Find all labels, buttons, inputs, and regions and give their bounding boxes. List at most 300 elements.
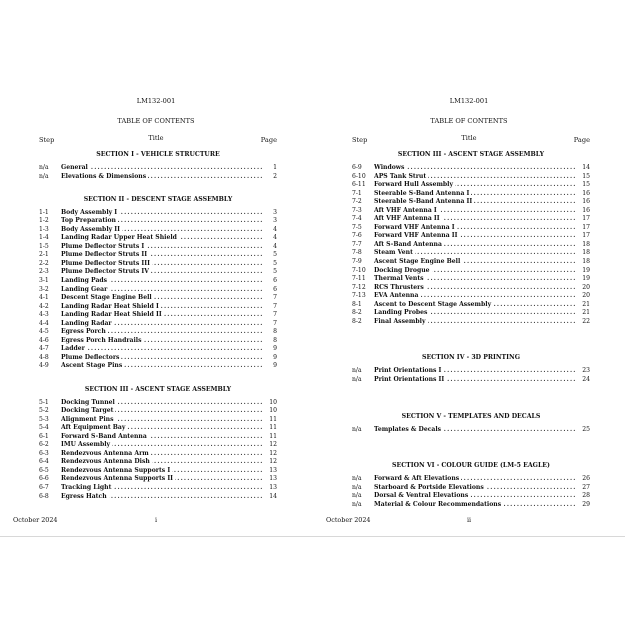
entry-label-text: General xyxy=(61,164,88,171)
entry-page: 19 xyxy=(582,275,590,283)
entry-step: n/a xyxy=(352,375,362,383)
section-title: SECTION II - DESCENT STAGE ASSEMBLY xyxy=(83,195,233,203)
footer-page-number: i xyxy=(154,516,158,524)
entry-step: 3-1 xyxy=(39,276,49,284)
entry-label-text: Forward VHF Antenna I xyxy=(374,223,455,231)
toc-section xyxy=(352,412,590,435)
entry-label xyxy=(61,328,263,337)
header-title: Title xyxy=(148,134,164,142)
entry-page: 22 xyxy=(582,317,590,325)
entry-label-text: Landing Radar Heat Shield I xyxy=(61,302,159,310)
entry-label xyxy=(61,209,263,218)
entry-label xyxy=(374,318,576,327)
entry-label-text: EVA Antenna xyxy=(374,292,419,300)
section-title: SECTION III - ASCENT STAGE ASSEMBLY xyxy=(397,151,545,158)
entry-step: 6-8 xyxy=(39,492,49,500)
toc-entry[interactable] xyxy=(39,217,277,226)
doc-id: LM132-001 xyxy=(449,97,489,105)
toc-entry[interactable] xyxy=(352,492,590,501)
entry-label xyxy=(374,190,576,199)
toc-entry[interactable] xyxy=(39,328,277,337)
toc-entry[interactable] xyxy=(39,337,277,346)
toc-entry[interactable] xyxy=(39,416,277,425)
entry-page: 4 xyxy=(273,225,277,233)
toc-entry[interactable] xyxy=(39,268,277,277)
entry-label xyxy=(61,450,263,459)
entry-page: 13 xyxy=(269,475,277,483)
entry-label-text: Landing Radar Heat Shield II xyxy=(61,311,162,319)
entry-label-text: Egress Hatch xyxy=(61,492,107,500)
entry-page: 7 xyxy=(273,302,277,310)
entry-label-text: Descent Stage Engine Bell xyxy=(61,294,152,302)
toc-entry[interactable] xyxy=(352,241,590,250)
entry-page: 12 xyxy=(269,441,277,449)
entry-page: 13 xyxy=(269,466,277,474)
header-title: Title xyxy=(461,134,477,142)
entry-label-text: Body Assembly II xyxy=(61,225,120,233)
entry-step: 4-5 xyxy=(39,328,49,336)
toc-entry[interactable] xyxy=(352,376,590,385)
entry-step: 5-1 xyxy=(39,398,49,406)
toc-entry[interactable] xyxy=(352,284,590,293)
entry-label-text: Plume Deflector Struts I xyxy=(61,242,145,250)
entry-label xyxy=(61,441,263,450)
entry-label xyxy=(374,292,576,301)
entry-step: 1-3 xyxy=(39,225,49,233)
entry-label xyxy=(61,234,263,243)
entry-label xyxy=(374,376,576,385)
entry-page: 20 xyxy=(582,292,590,300)
toc-entry[interactable] xyxy=(352,318,590,327)
entry-page: 2 xyxy=(273,172,277,180)
entry-label xyxy=(61,311,263,320)
toc-entry[interactable] xyxy=(39,484,277,493)
entry-label-text: Ascent to Descent Stage Assembly xyxy=(374,300,492,308)
entry-page: 28 xyxy=(582,492,590,500)
entry-step: 6-2 xyxy=(39,441,49,449)
toc-entry[interactable] xyxy=(39,493,277,502)
entry-label xyxy=(374,309,576,318)
toc-entry[interactable] xyxy=(39,458,277,467)
entry-page: 16 xyxy=(582,189,590,197)
entry-label-text: Forward & Aft Elevations xyxy=(374,475,460,483)
entry-label xyxy=(61,399,263,408)
entry-page: 9 xyxy=(273,345,277,353)
entry-label xyxy=(374,215,576,224)
entry-label xyxy=(374,301,576,310)
toc-entry[interactable] xyxy=(352,198,590,207)
entry-page: 11 xyxy=(269,432,277,440)
entry-label-text: Aft VHF Antenna I xyxy=(374,206,437,214)
entry-step: n/a xyxy=(39,164,49,171)
entry-label-text: Windows xyxy=(374,164,405,171)
entry-label xyxy=(374,267,576,276)
entry-label-text: Egress Porch xyxy=(61,328,106,336)
entry-step: 4-3 xyxy=(39,311,49,319)
toc-entry[interactable] xyxy=(39,209,277,218)
toc-entry[interactable] xyxy=(352,173,590,182)
entry-step: 1-4 xyxy=(39,234,49,242)
entry-step: 7-2 xyxy=(352,198,362,206)
toc-entry[interactable] xyxy=(39,294,277,303)
entry-page: 12 xyxy=(269,449,277,457)
entry-label xyxy=(61,337,263,346)
toc-section xyxy=(39,385,277,502)
entry-label-text: IMU Assembly xyxy=(61,441,111,449)
toc-entry[interactable] xyxy=(352,475,590,484)
entry-page: 26 xyxy=(582,475,590,483)
toc-entry[interactable] xyxy=(352,164,590,173)
toc-entry[interactable] xyxy=(39,286,277,295)
toc-entry[interactable] xyxy=(352,426,590,435)
entry-label xyxy=(61,320,263,329)
toc-entry[interactable] xyxy=(352,309,590,318)
entry-label xyxy=(374,198,576,207)
entry-step: n/a xyxy=(352,425,362,433)
toc-section xyxy=(352,353,590,384)
entry-step: n/a xyxy=(352,483,362,491)
entry-label xyxy=(61,354,263,363)
toc-entry[interactable] xyxy=(39,467,277,476)
entry-page: 6 xyxy=(273,285,277,293)
entry-step: 7-10 xyxy=(352,266,366,274)
toc-entry[interactable] xyxy=(39,243,277,252)
entry-step: 7-9 xyxy=(352,258,362,266)
entry-page: 20 xyxy=(582,283,590,291)
entry-page: 6 xyxy=(273,276,277,284)
entry-label xyxy=(61,424,263,433)
section-title: SECTION IV - 3D PRINTING xyxy=(422,354,520,362)
entry-label-text: Starboard & Portside Elevations xyxy=(374,483,484,491)
entry-page: 9 xyxy=(273,353,277,361)
entry-label xyxy=(61,226,263,235)
entry-page: 17 xyxy=(582,232,590,240)
toc-entry[interactable] xyxy=(352,215,590,224)
entry-label xyxy=(374,241,576,250)
toc-entry[interactable] xyxy=(39,433,277,442)
entry-step: 6-11 xyxy=(352,181,366,189)
entry-step: 6-1 xyxy=(39,432,49,440)
entry-page: 7 xyxy=(273,294,277,302)
entry-label-text: Rendezvous Antenna Supports I xyxy=(61,466,171,474)
entry-label xyxy=(61,362,263,371)
entry-label-text: Plume Deflector Struts III xyxy=(61,259,150,267)
entry-label-text: Tracking Light xyxy=(61,484,112,492)
entry-label-text: Alignment Pins xyxy=(61,415,114,423)
entry-label-text: Docking Target xyxy=(61,407,114,415)
entry-label xyxy=(374,232,576,241)
entry-page: 21 xyxy=(582,300,590,308)
toc-entry[interactable] xyxy=(39,311,277,320)
entry-step: 6-5 xyxy=(39,466,49,474)
footer-page-number: ii xyxy=(466,516,472,524)
entry-label xyxy=(374,173,576,182)
toc-entry[interactable] xyxy=(352,501,590,510)
entry-step: n/a xyxy=(352,492,362,500)
entry-step: 4-8 xyxy=(39,353,49,361)
toc-entry[interactable] xyxy=(352,181,590,190)
toc-entry[interactable] xyxy=(39,407,277,416)
entry-step: 1-1 xyxy=(39,208,49,216)
entry-label xyxy=(61,416,263,425)
entry-page: 8 xyxy=(273,328,277,336)
entry-label-text: Ladder xyxy=(61,345,85,353)
entry-label xyxy=(61,260,263,269)
entry-step: 6-3 xyxy=(39,449,49,457)
entry-page: 15 xyxy=(582,181,590,189)
entry-label-text: Aft Equipment Bay xyxy=(61,424,126,432)
section-title: SECTION V - TEMPLATES AND DECALS xyxy=(401,412,541,420)
entry-step: 2-1 xyxy=(39,251,49,259)
entry-label xyxy=(61,251,263,260)
entry-label xyxy=(374,181,576,190)
entry-page: 17 xyxy=(582,223,590,231)
entry-label-text: Ascent Stage Pins xyxy=(61,362,123,370)
entry-label-text: Plume Deflector Struts II xyxy=(61,251,148,259)
toc-entry[interactable] xyxy=(39,260,277,269)
entry-label-text: Egress Porch Handrails xyxy=(61,336,142,344)
entry-label xyxy=(61,484,263,493)
toc-entry[interactable] xyxy=(39,399,277,408)
entry-page: 10 xyxy=(269,398,277,406)
entry-step: 6-9 xyxy=(352,164,362,171)
entry-page: 5 xyxy=(273,251,277,259)
entry-label-text: Body Assembly I xyxy=(61,208,118,216)
footer-date: October 2024 xyxy=(13,516,58,524)
entry-label-text: Forward VHF Antenna II xyxy=(374,232,458,240)
entry-step: 8-1 xyxy=(352,300,362,308)
entry-label xyxy=(61,286,263,295)
entry-page: 17 xyxy=(582,215,590,223)
entry-step: 4-2 xyxy=(39,302,49,310)
entry-label xyxy=(374,501,576,510)
entry-label xyxy=(374,164,576,173)
entry-page: 23 xyxy=(582,367,590,375)
toc-section xyxy=(39,195,277,371)
entry-step: 2-3 xyxy=(39,268,49,276)
toc-entry[interactable] xyxy=(39,303,277,312)
entry-label-text: APS Tank Strut xyxy=(374,172,427,180)
entry-label-text: Dorsal & Ventral Elevations xyxy=(374,492,469,500)
entry-label-text: Landing Probes xyxy=(374,309,428,317)
entry-label-text: Print Orientations I xyxy=(374,367,442,375)
entry-step: 5-4 xyxy=(39,424,49,432)
entry-label xyxy=(374,249,576,258)
toc-entry[interactable] xyxy=(39,251,277,260)
entry-page: 19 xyxy=(582,266,590,274)
toc-entry[interactable] xyxy=(352,292,590,301)
entry-label-text: Landing Gear xyxy=(61,285,108,293)
toc-entry[interactable] xyxy=(352,258,590,267)
footer-date: October 2024 xyxy=(326,516,371,524)
toc-section xyxy=(39,150,277,181)
entry-page: 16 xyxy=(582,198,590,206)
entry-step: 6-7 xyxy=(39,484,49,492)
toc-section xyxy=(352,461,590,509)
entry-page: 3 xyxy=(273,217,277,225)
entry-page: 9 xyxy=(273,362,277,370)
entry-page: 8 xyxy=(273,336,277,344)
entry-label-text: Print Orientations II xyxy=(374,375,445,383)
entry-label xyxy=(374,207,576,216)
entry-step: 5-2 xyxy=(39,407,49,415)
entry-label xyxy=(61,467,263,476)
entry-page: 11 xyxy=(269,415,277,423)
entry-step: 4-4 xyxy=(39,319,49,327)
entry-step: 8-2 xyxy=(352,309,362,317)
entry-label xyxy=(374,224,576,233)
entry-label xyxy=(374,275,576,284)
entry-label xyxy=(61,243,263,252)
entry-label-text: Final Assembly xyxy=(374,317,426,325)
entry-label-text: Rendezvous Antenna Dish xyxy=(61,458,150,466)
entry-label-text: Elevations & Dimensions xyxy=(61,172,147,180)
toc-entry[interactable] xyxy=(39,424,277,433)
entry-page: 5 xyxy=(273,259,277,267)
header-step: Step xyxy=(352,136,368,144)
entry-step: n/a xyxy=(352,475,362,483)
toc-entry[interactable] xyxy=(39,164,277,173)
toc-entry[interactable] xyxy=(39,226,277,235)
entry-label-text: Rendezvous Antenna Arm xyxy=(61,449,149,457)
entry-step: 4-6 xyxy=(39,336,49,344)
entry-step: 6-4 xyxy=(39,458,49,466)
entry-label-text: Forward S-Band Antenna xyxy=(61,432,147,440)
entry-step: 3-2 xyxy=(39,285,49,293)
entry-label-text: Thermal Vents xyxy=(374,275,424,283)
entry-page: 5 xyxy=(273,268,277,276)
entry-label xyxy=(374,484,576,493)
entry-label xyxy=(61,173,263,182)
toc-entry[interactable] xyxy=(352,207,590,216)
entry-page: 7 xyxy=(273,311,277,319)
toc-entry[interactable] xyxy=(39,354,277,363)
entry-label xyxy=(374,492,576,501)
section-title: SECTION VI - COLOUR GUIDE (LM-5 EAGLE) xyxy=(392,462,550,470)
toc-entry[interactable] xyxy=(352,484,590,493)
entry-page: 25 xyxy=(582,425,590,433)
entry-label xyxy=(61,294,263,303)
entry-step: 7-12 xyxy=(352,283,366,291)
entry-page: 14 xyxy=(269,492,277,500)
entry-step: n/a xyxy=(352,500,362,508)
entry-label-text: Plume Deflectors xyxy=(61,353,120,361)
entry-label xyxy=(374,284,576,293)
toc-entry[interactable] xyxy=(352,367,590,376)
entry-page: 16 xyxy=(582,206,590,214)
entry-page: 12 xyxy=(269,458,277,466)
section-title: SECTION III - ASCENT STAGE ASSEMBLY xyxy=(84,385,232,393)
entry-label-text: Landing Pads xyxy=(61,276,108,284)
toc-entry[interactable] xyxy=(352,301,590,310)
entry-step: 5-3 xyxy=(39,415,49,423)
toc-entry[interactable] xyxy=(352,267,590,276)
toc-entry[interactable] xyxy=(352,224,590,233)
entry-label-text: Rendezvous Antenna Supports II xyxy=(61,475,174,483)
entry-step: 7-6 xyxy=(352,232,362,240)
entry-step: 4-7 xyxy=(39,345,49,353)
entry-label-text: Top Preparation xyxy=(61,217,116,225)
entry-label xyxy=(61,475,263,484)
entry-step: 7-13 xyxy=(352,292,366,300)
entry-step: 7-7 xyxy=(352,240,362,248)
entry-page: 4 xyxy=(273,242,277,250)
entry-label xyxy=(61,268,263,277)
entry-label-text: Ascent Stage Engine Bell xyxy=(374,258,461,266)
toc-entry[interactable] xyxy=(352,249,590,258)
entry-page: 18 xyxy=(582,249,590,257)
entry-page: 15 xyxy=(582,172,590,180)
toc-entry[interactable] xyxy=(39,277,277,286)
header-step: Step xyxy=(39,136,55,144)
toc-title: TABLE OF CONTENTS xyxy=(430,117,508,125)
toc-entry[interactable] xyxy=(352,275,590,284)
entry-label-text: Aft S-Band Antenna xyxy=(374,240,442,248)
entry-label-text: Landing Radar xyxy=(61,319,112,327)
entry-step: 6-10 xyxy=(352,172,366,180)
entry-step: 7-5 xyxy=(352,223,362,231)
entry-page: 1 xyxy=(273,164,277,171)
entry-step: 7-1 xyxy=(352,189,362,197)
entry-label xyxy=(61,164,263,173)
entry-label-text: Docking Tunnel xyxy=(61,398,115,406)
entry-label xyxy=(61,345,263,354)
entry-label-text: Forward Hull Assembly xyxy=(374,181,454,189)
toc-entry[interactable] xyxy=(352,190,590,199)
entry-step: 6-6 xyxy=(39,475,49,483)
entry-page: 27 xyxy=(582,483,590,491)
entry-page: 11 xyxy=(269,424,277,432)
entry-label-text: Docking Drogue xyxy=(374,266,430,274)
entry-page: 24 xyxy=(582,375,590,383)
entry-label-text: Steerable S-Band Antenna I xyxy=(374,189,470,197)
toc-entry[interactable] xyxy=(39,362,277,371)
entry-page: 10 xyxy=(269,407,277,415)
doc-id: LM132-001 xyxy=(136,97,176,105)
toc-entry[interactable] xyxy=(39,173,277,182)
toc-page-right xyxy=(313,0,625,540)
entry-label xyxy=(61,458,263,467)
entry-step: 8-2 xyxy=(352,317,362,325)
entry-label-text: Material & Colour Recommendations xyxy=(374,500,502,508)
toc-entry[interactable] xyxy=(39,475,277,484)
toc-entry[interactable] xyxy=(39,450,277,459)
entry-page: 14 xyxy=(582,164,590,171)
entry-page: 29 xyxy=(582,500,590,508)
entry-label-text: Plume Deflector Struts IV xyxy=(61,268,149,276)
entry-label-text: RCS Thrusters xyxy=(374,283,424,291)
entry-label xyxy=(61,407,263,416)
entry-label xyxy=(61,277,263,286)
toc-entry[interactable] xyxy=(39,345,277,354)
entry-label xyxy=(374,258,576,267)
entry-page: 18 xyxy=(582,258,590,266)
toc-entry[interactable] xyxy=(39,320,277,329)
toc-entry[interactable] xyxy=(39,234,277,243)
entry-step: 1-5 xyxy=(39,242,49,250)
entry-label xyxy=(61,303,263,312)
entry-step: 7-8 xyxy=(352,249,362,257)
entry-step: 7-3 xyxy=(352,206,362,214)
toc-entry[interactable] xyxy=(352,232,590,241)
entry-label xyxy=(374,367,576,376)
toc-page-left xyxy=(0,0,312,540)
entry-step: n/a xyxy=(39,172,49,180)
entry-step: 4-1 xyxy=(39,294,49,302)
toc-entry[interactable] xyxy=(39,441,277,450)
toc-title: TABLE OF CONTENTS xyxy=(117,117,195,125)
toc-section xyxy=(352,150,590,326)
